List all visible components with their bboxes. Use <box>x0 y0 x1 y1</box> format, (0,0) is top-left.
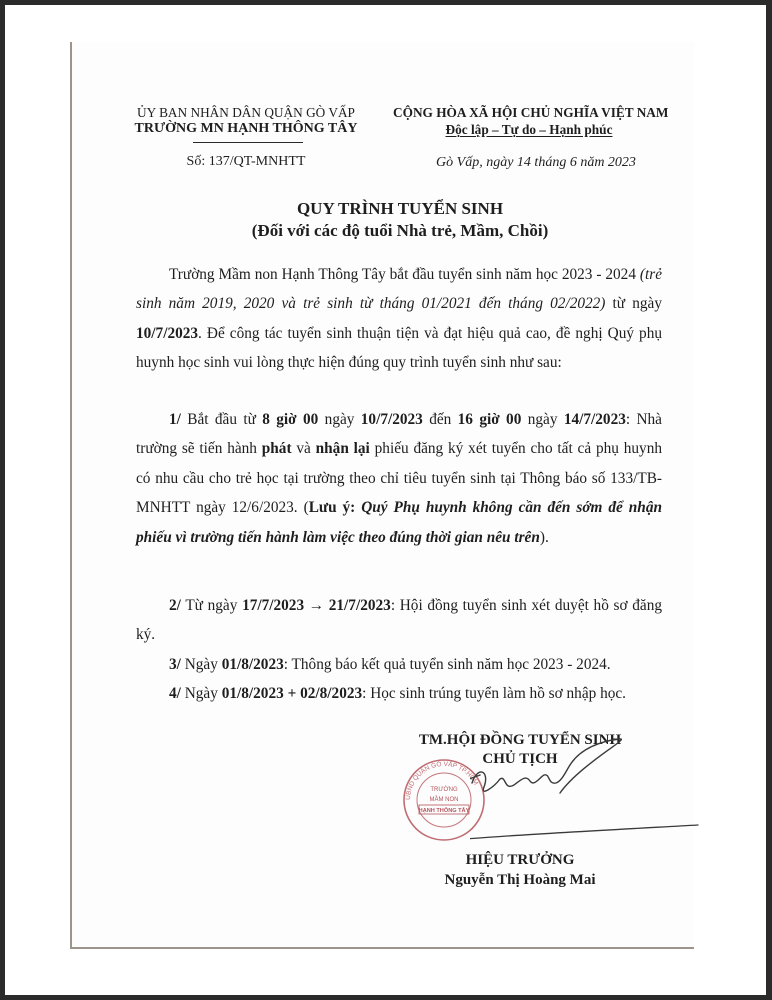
step-4 <box>136 679 662 708</box>
place-and-date: Gò Vấp, ngày 14 tháng 6 năm 2023 <box>436 155 636 170</box>
step-text: : Hội đồng tuyển sinh xét duyệt hồ sơ đăng ký. <box>136 597 662 644</box>
step-text: : Thông báo kết quả tuyển sinh năm học 2023 - 2024. <box>283 656 611 673</box>
step-number: 1/ <box>169 411 181 428</box>
intro-text: Trường Mầm non Hạnh Thông Tây bắt đầu tuyển sinh năm học 2023 - 2024 <box>169 266 640 283</box>
step-date-range: 17/7/2023 → 21/7/2023 <box>242 597 391 614</box>
step-text: đến <box>422 411 458 428</box>
handwritten-signature-icon <box>470 735 710 865</box>
step-keyword: nhận lại <box>315 440 370 458</box>
nation-motto: Độc lập – Tự do – Hạnh phúc <box>445 122 613 137</box>
step-date-range: 01/8/2023 + 02/8/2023 <box>221 685 363 702</box>
step-2 <box>136 591 662 650</box>
step-date: 01/8/2023 <box>221 656 284 673</box>
step-end-date: 14/7/2023 <box>563 411 626 428</box>
school-name-suffix: TÂY <box>324 121 358 136</box>
stamp-line-3: HẠNH THÔNG TÂY <box>418 808 470 814</box>
step-number: 3/ <box>169 656 181 673</box>
note-text: Quý Phụ huynh không cần đến sớm để nhận phiếu vì trường tiến hành làm việc theo đúng thời gian nêu trên <box>136 499 662 546</box>
document-subtitle: (Đối với các độ tuổi Nhà trẻ, Mầm, Chồi) <box>251 221 549 240</box>
step-start-time: 8 giờ 00 <box>262 411 319 428</box>
school-name-prefix: TRƯỜNG <box>134 121 201 136</box>
school-name-underline <box>193 142 303 143</box>
intro-text: từ ngày <box>605 295 662 313</box>
document-number: Số: 137/QT-MNHTT <box>186 154 306 169</box>
intro-paragraph <box>136 260 662 378</box>
step-end-time: 16 giờ 00 <box>457 411 522 428</box>
note-label: Lưu ý: <box>308 499 356 517</box>
step-text: Bắt đầu từ <box>180 411 263 428</box>
step-text: ngày <box>318 411 361 428</box>
school-name <box>116 121 376 137</box>
document-title: QUY TRÌNH TUYỂN SINH <box>296 199 504 218</box>
signature-on-behalf: TM.HỘI ĐỒNG TUYỂN SINH <box>418 732 622 748</box>
step-number: 4/ <box>169 685 181 702</box>
intro-text: . Để công tác tuyển sinh thuận tiện và đạt hiệu quả cao, đề nghị Quý phụ huynh học sinh vui lòng thực hiện đúng quy trình tuyển sinh như sau: <box>136 324 662 372</box>
step-3 <box>136 650 662 679</box>
stamp-line-1: TRƯỜNG <box>430 787 458 793</box>
step-text: : Học sinh trúng tuyển làm hồ sơ nhập học. <box>362 685 627 702</box>
issuing-authority: ỦY BAN NHÂN DÂN QUẬN GÒ VẤP <box>137 105 355 120</box>
signature-role: CHỦ TỊCH <box>482 751 558 767</box>
step-keyword: phát <box>261 440 292 458</box>
stamp-line-2: MẦM NON <box>429 797 459 803</box>
step-1 <box>136 405 662 552</box>
intro-start-date: 10/7/2023 <box>136 324 199 342</box>
step-text: Từ ngày <box>180 597 243 614</box>
step-start-date: 10/7/2023 <box>360 411 423 428</box>
svg-text:UBND QUẬN GÒ VẤP TP.HCM <box>405 758 479 800</box>
step-text: Ngày <box>180 656 222 673</box>
step-number: 2/ <box>169 597 181 614</box>
step-text: : Nhà trường sẽ tiến hành <box>136 411 662 458</box>
step-text: và <box>291 440 316 458</box>
step-text: ngày <box>521 411 564 428</box>
intro-age-range: (trẻ sinh năm 2019, 2020 và trẻ sinh từ tháng 01/2021 đến tháng 02/2022) <box>136 266 662 313</box>
signer-name: Nguyễn Thị Hoàng Mai <box>444 872 596 888</box>
step-text: Ngày <box>180 685 222 702</box>
step-text: phiếu đăng ký xét tuyển cho tất cả phụ huynh có nhu cầu cho trẻ học tại trường theo chỉ tiêu tuyển sinh tại Thông báo số 133/TB-MNHTT ngày 12/6/2023. ( <box>136 440 662 517</box>
school-name-middle: MN HẠNH THÔNG <box>200 121 325 136</box>
stamp-ring-text: UBND QUẬN GÒ VẤP TP.HCM <box>404 760 480 801</box>
nation-title: CỘNG HÒA XÃ HỘI CHỦ NGHĨA VIỆT NAM <box>393 105 669 120</box>
signer-title: HIỆU TRƯỞNG <box>465 852 575 868</box>
step-text: ). <box>539 528 549 546</box>
